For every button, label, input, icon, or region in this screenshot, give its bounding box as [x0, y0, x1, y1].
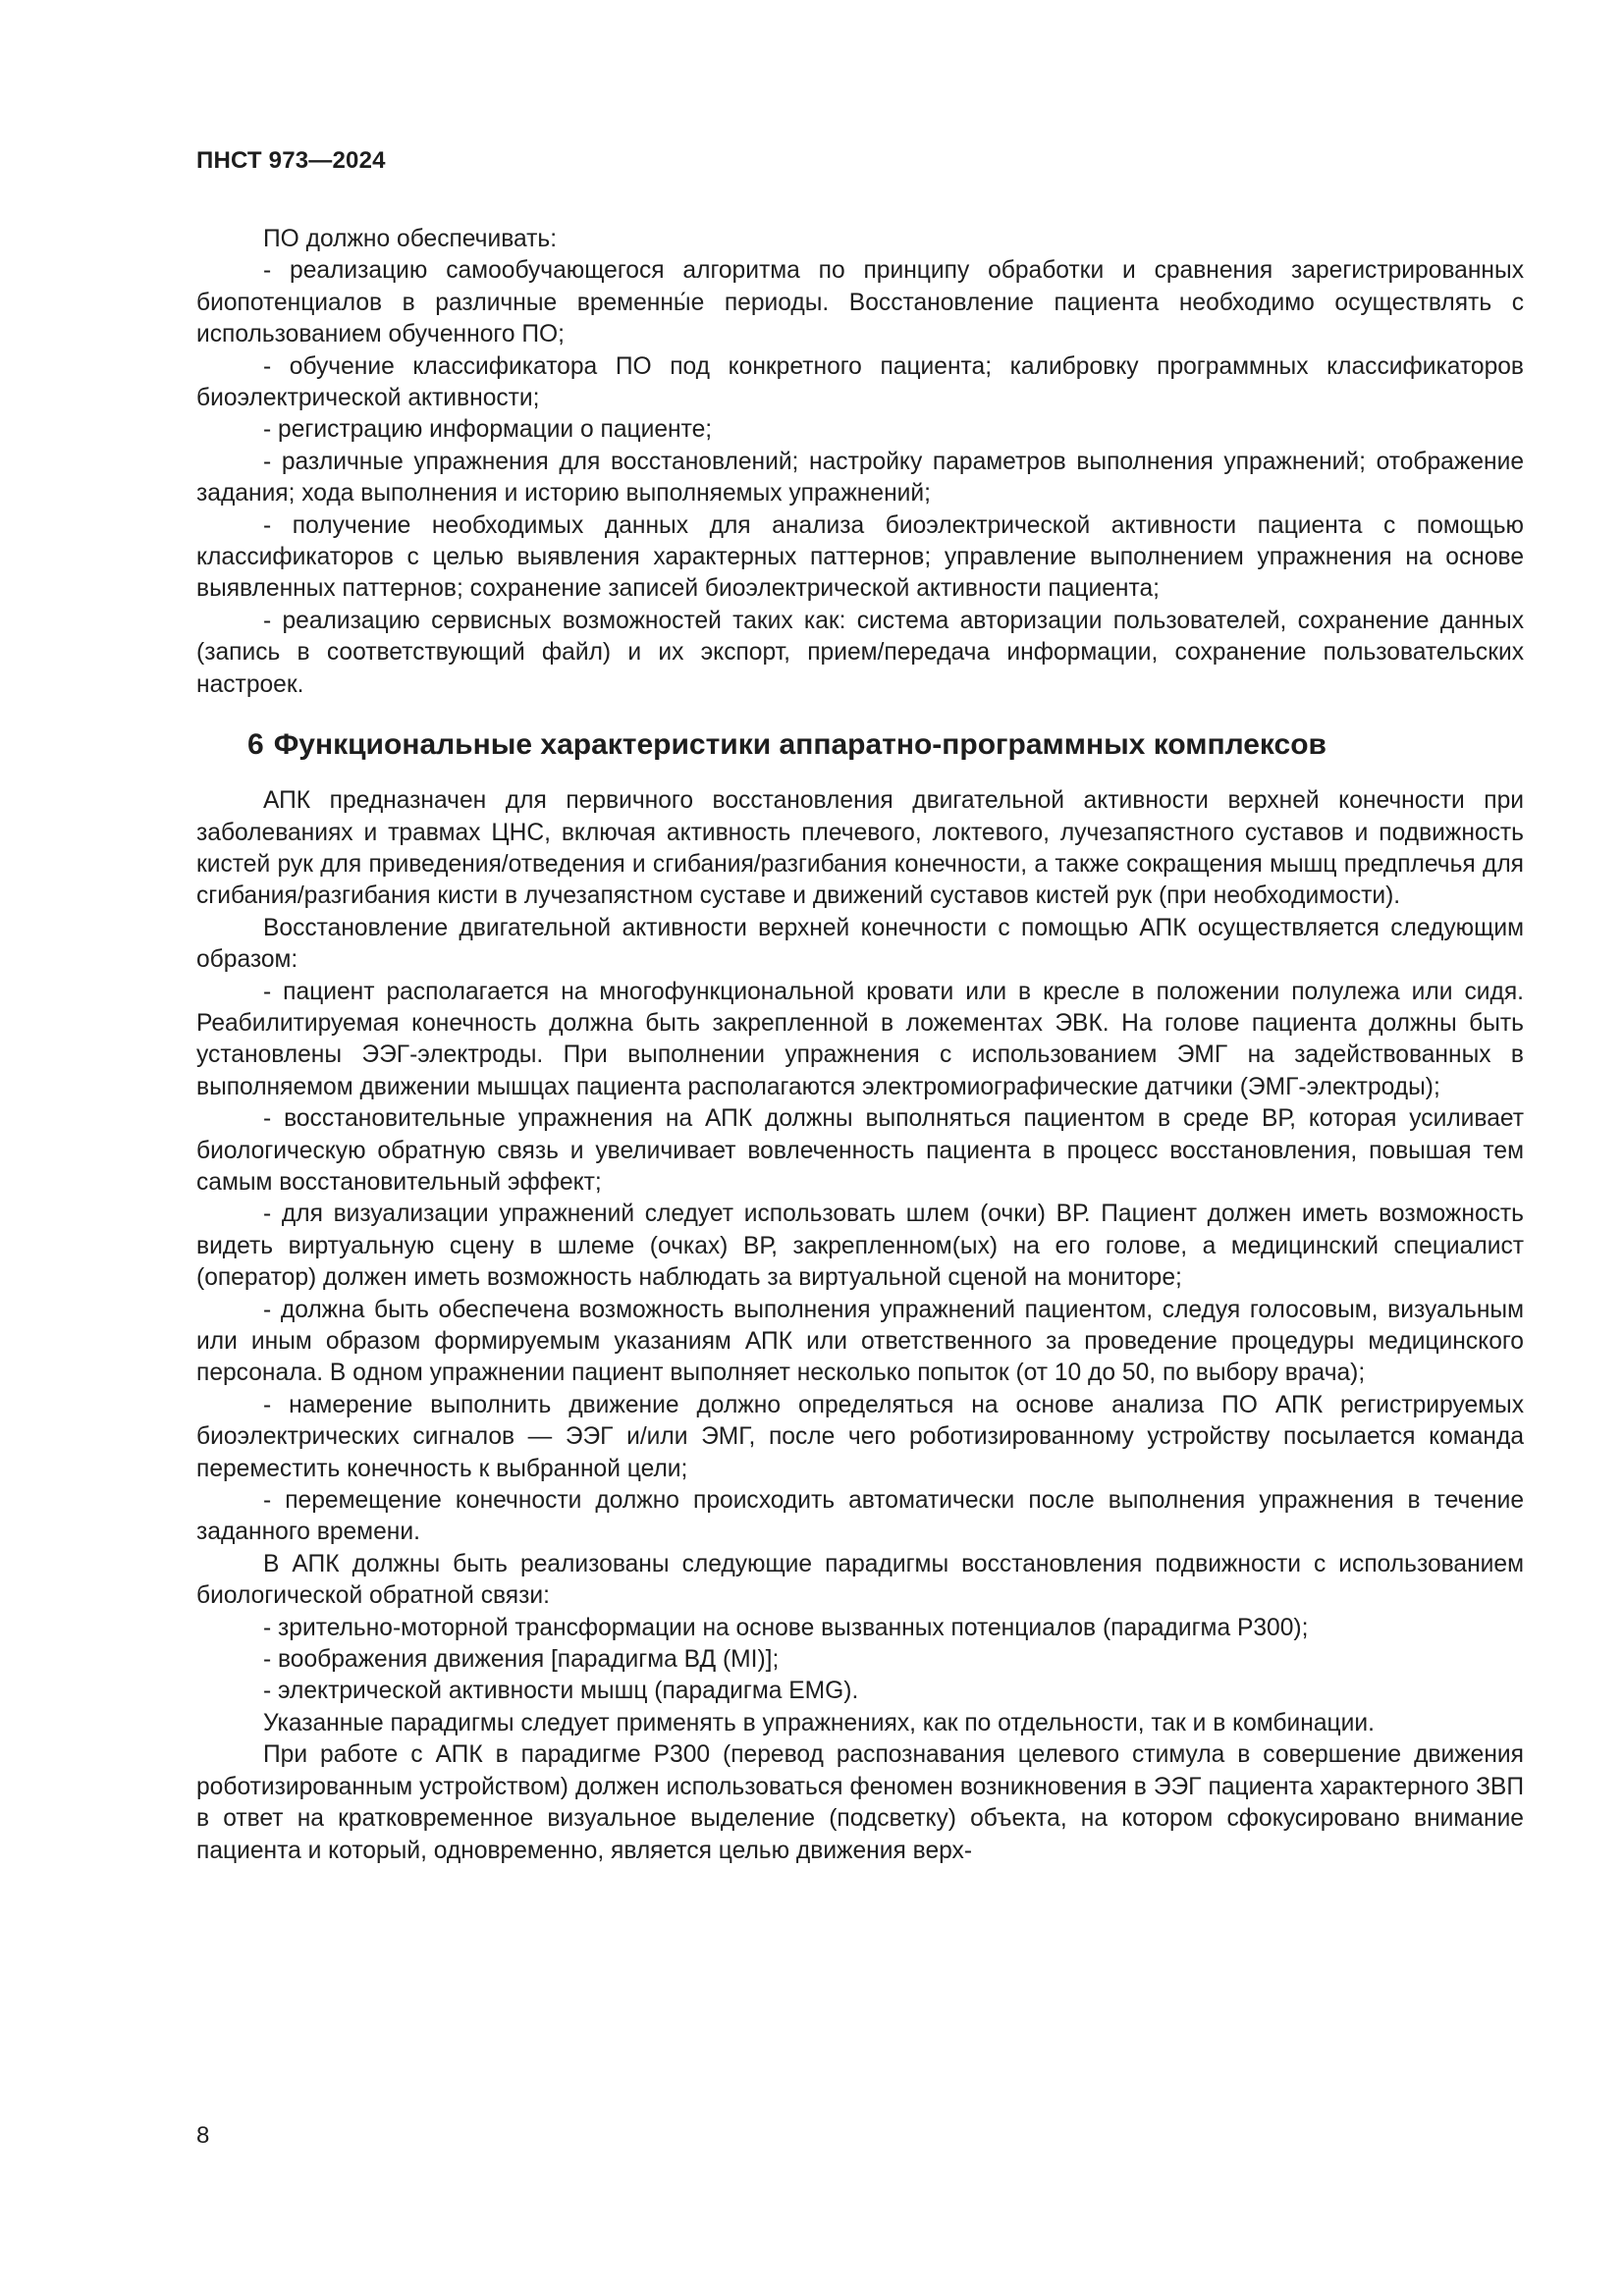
list-item: - реализацию самообучающегося алгоритма по принципу обработки и сравнения зарегистрированных биопотенциалов в различные временны́е периоды. Восстановление пациента необходимо осуществлять с использованием обученного ПО; — [196, 257, 1524, 348]
section-heading — [196, 726, 1524, 764]
paragraph: Восстановление двигательной активности верхней конечности с помощью АПК осуществляется следующим образом: — [196, 914, 1524, 974]
po-intro: ПО должно обеспечивать: — [263, 226, 558, 252]
list-item: - перемещение конечности должно происходить автоматически после выполнения упражнения в течение заданного времени. — [196, 1487, 1524, 1546]
page-number: 8 — [196, 2122, 210, 2149]
list-item: - пациент располагается на многофункциональной кровати или в кресле в положении полулежа или сидя. Реабилитируемая конечность должна быть закрепленной в ложементах ЭВК. На голове пациента должны быть установлены ЭЭГ-электроды. При выполнении упражнения с использованием ЭМГ на задействованных в выполняемом движении мышцах пациента располагаются электромиографические датчики (ЭМГ-электроды); — [196, 978, 1524, 1100]
list-item: - различные упражнения для восстановлений; настройку параметров выполнения упражнений; отображение задания; хода выполнения и историю выполняемых упражнений; — [196, 448, 1524, 507]
list-item: - воображения движения [парадигма ВД (MI)]; — [263, 1646, 780, 1674]
list-item: - зрительно-моторной трансформации на основе вызванных потенциалов (парадигма Р300); — [263, 1614, 1309, 1641]
document-header: ПНСТ 973—2024 — [196, 147, 386, 174]
list-item: - обучение классификатора ПО под конкретного пациента; калибровку программных классификаторов биоэлектрической активности; — [196, 352, 1524, 412]
section-title: Функциональные характеристики аппаратно-программных комплексов — [273, 728, 1326, 762]
paragraph: АПК предназначен для первичного восстановления двигательной активности верхней конечности при заболеваниях и травмах ЦНС, включая активность плечевого, локтевого, лучезапястного суставов и подвижность кистей рук для приведения/отведения и сгибания/разгибания конечности, а также сокращения мышц предплечья для сгибания/разгибания кисти в лучезапястном суставе и движений суставов кистей рук (при необходимости). — [196, 787, 1524, 910]
list-item: - электрической активности мышц (парадигма EMG). — [263, 1678, 859, 1705]
list-item: - регистрацию информации о пациенте; — [263, 416, 713, 444]
list-item: - намерение выполнить движение должно определяться на основе анализа ПО АПК регистрируемых биоэлектрических сигналов — ЭЭГ и/или ЭМГ, после чего роботизированному устройству посылается команда переместить конечность к выбранной цели; — [196, 1391, 1524, 1482]
page-body — [196, 224, 1524, 1867]
paragraph: При работе с АПК в парадигме Р300 (перевод распознавания целевого стимула в совершение движения роботизированным устройством) должен использоваться феномен возникновения в ЭЭГ пациента характерного ЗВП в ответ на кратковременное визуальное выделение (подсветку) объекта, на котором сфокусировано внимание пациента и который, одновременно, является целью движения верх- — [196, 1741, 1524, 1864]
paragraph: В АПК должны быть реализованы следующие парадигмы восстановления подвижности с использованием биологической обратной связи: — [196, 1550, 1524, 1610]
list-item: - реализацию сервисных возможностей таких как: система авторизации пользователей, сохранение данных (запись в соответствующий файл) и их экспорт, прием/передача информации, сохранение пользовательских настроек. — [196, 607, 1524, 698]
list-item: - восстановительные упражнения на АПК должны выполняться пациентом в среде ВР, которая усиливает биологическую обратную связь и увеличивает вовлеченность пациента в процесс восстановления, повышая тем самым восстановительный эффект; — [196, 1105, 1524, 1196]
list-item: - для визуализации упражнений следует использовать шлем (очки) ВР. Пациент должен иметь возможность видеть виртуальную сцену в шлеме (очках) ВР, закрепленном(ых) на его голове, а медицинский специалист (оператор) должен иметь возможность наблюдать за виртуальной сценой на мониторе; — [196, 1201, 1524, 1292]
paragraph: Указанные парадигмы следует применять в упражнениях, как по отдельности, так и в комбинации. — [263, 1709, 1375, 1736]
section-number: 6 — [247, 728, 264, 762]
list-item: - получение необходимых данных для анализа биоэлектрической активности пациента с помощью классификаторов с целью выявления характерных паттернов; управление выполнением упражнения на основе выявленных паттернов; сохранение записей биоэлектрической активности пациента; — [196, 511, 1524, 603]
list-item: - должна быть обеспечена возможность выполнения упражнений пациентом, следуя голосовым, визуальным или иным образом формируемым указаниям АПК или ответственного за проведение процедуры медицинского персонала. В одном упражнении пациент выполняет несколько попыток (от 10 до 50, по выбору врача); — [196, 1296, 1524, 1387]
